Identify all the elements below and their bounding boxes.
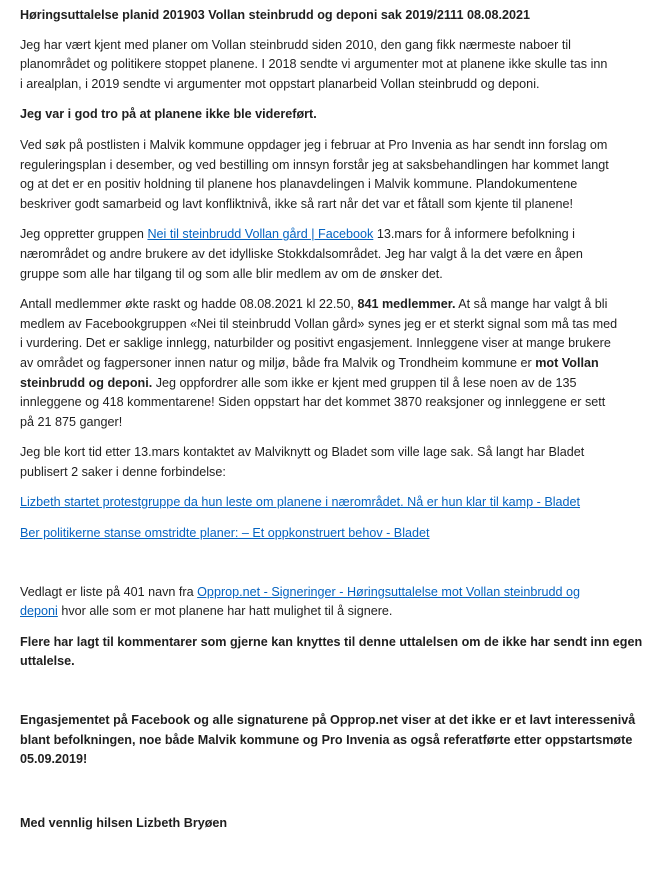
bladet-article-link-1[interactable]: Lizbeth startet protestgruppe da hun leste om planene i nærområdet. Nå er hun klar til kamp - Bladet xyxy=(20,495,581,510)
paragraph-signature xyxy=(20,814,648,834)
blank-space xyxy=(20,683,648,711)
paragraph-comments xyxy=(20,633,648,672)
text-line: Ved søk på postlisten i Malvik kommune oppdager jeg i februar at Pro Invenia as har sendt inn forslag om xyxy=(20,137,608,152)
text-line xyxy=(20,602,648,622)
text-line: på 21 875 ganger! xyxy=(20,414,123,429)
document-body xyxy=(20,6,648,844)
bladet-article-link-2[interactable]: Ber politikerne stanse omstridte planer: – Et oppkonstruert behov - Bladet xyxy=(20,526,430,541)
text-line: medlem av Facebookgruppen «Nei til steinbrudd Vollan gård» synes jeg er et sterkt signal som må tas med xyxy=(20,316,618,331)
paragraph-link-2 xyxy=(20,524,648,544)
text-line: 05.09.2019! xyxy=(20,752,88,767)
signature: Med vennlig hilsen Lizbeth Bryøen xyxy=(20,815,228,830)
text-segment: hvor alle som er mot planene har hatt mulighet til å signere. xyxy=(57,604,393,619)
text-segment: 13.mars for å informere befolkning i xyxy=(373,227,575,242)
petition-link-continued[interactable]: deponi xyxy=(20,604,58,619)
paragraph-good-faith xyxy=(20,105,648,125)
text-line: Engasjementet på Facebook og alle signaturene på Opprop.net viser at det ikke er et lavt interessenivå xyxy=(20,713,636,728)
paragraph-postlist xyxy=(20,136,648,214)
paragraph-petition xyxy=(20,583,648,622)
text-line xyxy=(20,354,648,374)
text-segment: Jeg oppretter gruppen xyxy=(20,227,148,242)
paragraph-intro xyxy=(20,36,648,95)
text-line: planområdet og politikere stoppet planene. I 2018 sendte vi argumenter mot at planene ikke skulle tas inn xyxy=(20,57,608,72)
text-line: Jeg ble kort tid etter 13.mars kontaktet av Malviknytt og Bladet som ville lage sak. Så langt har Bladet xyxy=(20,445,585,460)
text-segment: av området og fagpersoner innen natur og miljø, både fra Malvik og Trondheim kommune er xyxy=(20,355,536,370)
document-title: Høringsuttalelse planid 201903 Vollan steinbrudd og deponi sak 2019/2111 08.08.2021 xyxy=(20,8,531,22)
paragraph-members xyxy=(20,295,648,432)
text-line: og at det er en positiv holdning til planene hos planavdelingen i Malvik kommune. Plandokumentene xyxy=(20,177,578,192)
text-line: beskriver godt samarbeid og lavt konfliktnivå, ikke så rart når det var et fåtall som kjente til planene! xyxy=(20,196,573,211)
text-line xyxy=(20,295,648,315)
member-count: 841 medlemmer. xyxy=(357,297,456,312)
emphasis-text: steinbrudd og deponi. xyxy=(20,375,153,390)
paragraph-engagement xyxy=(20,711,648,770)
text-line xyxy=(20,374,648,394)
text-segment: Vedlagt er liste på 401 navn fra xyxy=(20,584,198,599)
emphasis-text: mot Vollan xyxy=(535,355,599,370)
blank-space xyxy=(20,781,648,814)
text-line: reguleringsplan i desember, og ved bestilling om innsyn forstår jeg at saksbehandlingen har kommet langt xyxy=(20,157,609,172)
text-line: i arealplan, i 2019 sendte vi argumenter mot oppstart planarbeid Vollan steinbrudd og deponi. xyxy=(20,76,540,91)
facebook-group-link[interactable]: Nei til steinbrudd Vollan gård | Facebook xyxy=(147,227,374,242)
text-line xyxy=(20,583,648,603)
paragraph-facebook-group xyxy=(20,225,648,284)
text-line: publisert 2 saker i denne forbindelse: xyxy=(20,464,226,479)
text-line: uttalelse. xyxy=(20,654,75,669)
text-line: Jeg har vært kjent med planer om Vollan steinbrudd siden 2010, den gang fikk nærmeste naboer til xyxy=(20,37,571,52)
text-segment: Antall medlemmer økte raskt og hadde 08.08.2021 kl 22.50, xyxy=(20,297,358,312)
blank-space xyxy=(20,555,648,583)
text-line: nærområdet og andre brukere av det idylliske Stokkdalsområdet. Jeg har valgt å la det være en åpen xyxy=(20,246,583,261)
paragraph-press xyxy=(20,443,648,482)
text-line: Jeg var i god tro på at planene ikke ble videreført. xyxy=(20,107,317,122)
text-segment: At så mange har valgt å bli xyxy=(455,297,608,312)
text-line: gruppe som alle har tilgang til og som alle blir medlem av om de ønsker det. xyxy=(20,266,443,281)
text-line xyxy=(20,225,648,245)
text-line: i vurdering. Det er saklige innlegg, naturbilder og positivt engasjement. Innleggene viser at mange brukere xyxy=(20,336,611,351)
petition-link[interactable]: Opprop.net - Signeringer - Høringsuttalelse mot Vollan steinbrudd og xyxy=(197,584,581,599)
paragraph-link-1 xyxy=(20,493,648,513)
text-segment: Jeg oppfordrer alle som ikke er kjent med gruppen til å lese noen av de 135 xyxy=(152,375,577,390)
text-line: blant befolkningen, noe både Malvik kommune og Pro Invenia as også referatførte etter oppstartsmøte xyxy=(20,732,633,747)
text-line: innleggene og 418 kommentarene! Siden oppstart har det kommet 3870 reaksjoner og innleggene er sett xyxy=(20,395,606,410)
text-line: Flere har lagt til kommentarer som gjerne kan knyttes til denne uttalelsen om de ikke har sendt inn egen xyxy=(20,634,643,649)
